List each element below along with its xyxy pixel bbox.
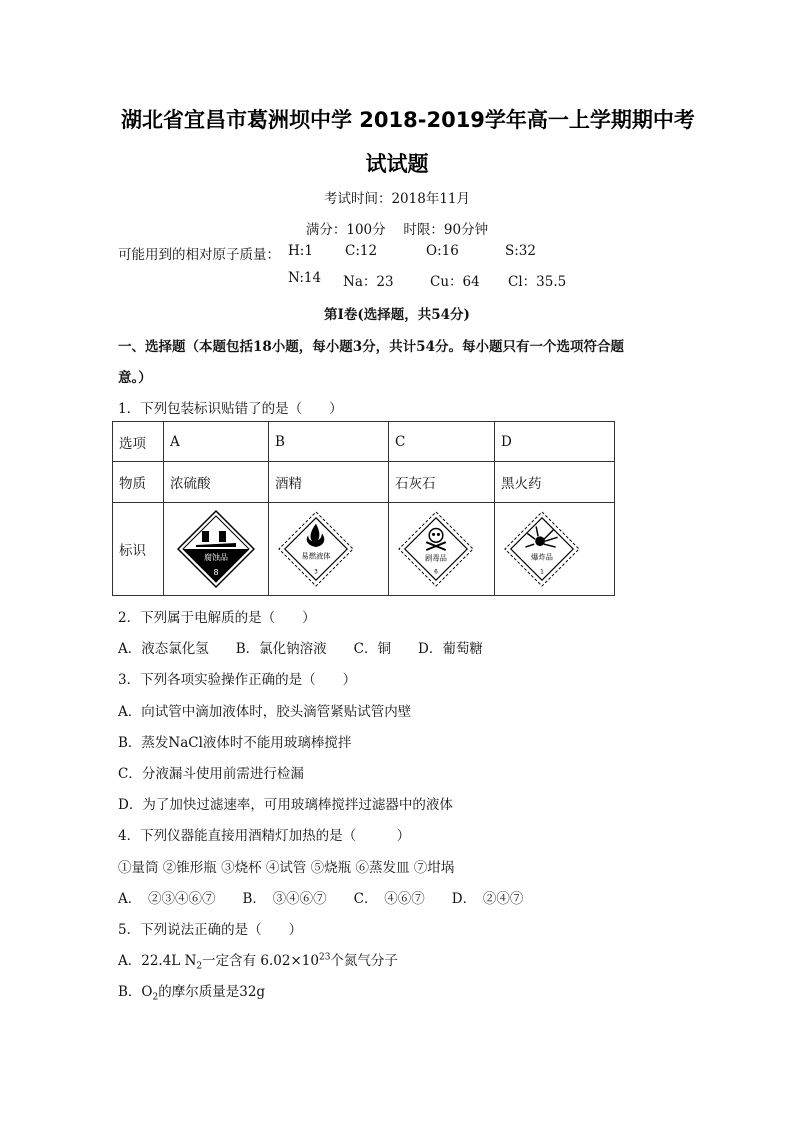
q5-a-mid: 一定含有 6.02×10 [202, 953, 319, 969]
sign-class-toxic: 6 [434, 569, 438, 576]
toxic-sign-icon [397, 510, 475, 588]
question-5-option-b [118, 980, 265, 1003]
q5-b-sub: 2 [152, 992, 159, 1003]
q5-b-suffix: 的摩尔质量是32g [158, 984, 266, 1000]
row-label-option: 选项 [113, 422, 164, 462]
atomic-mass-cu: Cu：64 [430, 274, 480, 290]
q5-a-prefix: A．22.4L N [118, 953, 197, 969]
atomic-mass-label: 可能用到的相对原子质量： [118, 247, 280, 263]
question-5-stem: 5．下列说法正确的是（ ） [118, 922, 303, 938]
question-3-stem: 3．下列各项实验操作正确的是（ ） [118, 672, 357, 688]
atomic-mass-na: Na：23 [343, 274, 394, 290]
sign-class-flammable: 3 [314, 569, 318, 576]
question-3-option-b: B．蒸发NaCl液体时不能用玻璃棒搅拌 [118, 735, 352, 751]
substance-a: 浓硫酸 [164, 462, 269, 503]
question-5-option-a [118, 949, 398, 972]
atomic-mass-h: H:1 [288, 243, 313, 259]
question-2-stem: 2．下列属于电解质的是（ ） [118, 610, 316, 626]
option-c-cell: C [389, 422, 495, 462]
atomic-mass-s: S:32 [505, 243, 536, 259]
page-title-line1: 湖北省宜昌市葛洲坝中学 2018-2019学年高一上学期期中考 [121, 108, 695, 132]
question-3-option-a: A．向试管中滴加液体时，胶头滴管紧贴试管内壁 [118, 704, 412, 720]
score-and-time-limit: 满分：100分 时限：90分钟 [305, 222, 489, 238]
q5-a-suffix: 个氮气分子 [330, 953, 398, 969]
sign-text-explosive: 爆炸品 [531, 552, 553, 562]
sign-class-explosive: 1 [540, 569, 544, 576]
sign-text-toxic: 剧毒品 [425, 553, 447, 563]
atomic-mass-n: N:14 [288, 270, 322, 286]
row-label-sign: 标识 [113, 503, 164, 596]
question-4-items: ①量筒 ②锥形瓶 ③烧杯 ④试管 ⑤烧瓶 ⑥蒸发皿 ⑦坩埚 [118, 860, 455, 876]
sign-text-flammable: 易燃液体 [301, 551, 331, 561]
corrosive-sign-icon [176, 509, 256, 589]
exam-time: 考试时间：2018年11月 [323, 191, 471, 207]
question-4-stem: 4．下列仪器能直接用酒精灯加热的是（ ） [118, 828, 411, 844]
atomic-mass-cl: Cl：35.5 [508, 274, 567, 290]
q5-b-prefix: B．O [118, 984, 153, 1000]
part-title-line1: 一、选择题（本题包括18小题，每小题3分，共计54分。每小题只有一个选项符合题 [118, 339, 624, 355]
option-a-cell: A [164, 422, 269, 462]
flammable-liquid-sign-icon [277, 510, 355, 588]
page-title-line2: 试试题 [365, 152, 429, 176]
question-2-options: A．液态氯化氢 B．氯化钠溶液 C．铜 D．葡萄糖 [118, 641, 483, 657]
substance-d: 黑火药 [495, 462, 615, 503]
question-1-table [112, 421, 615, 596]
option-b-cell: B [269, 422, 389, 462]
part-title-line2: 意。） [118, 370, 152, 386]
atomic-mass-o: O:16 [426, 243, 459, 259]
option-d-cell: D [495, 422, 615, 462]
substance-c: 石灰石 [389, 462, 495, 503]
question-3-option-d: D．为了加快过滤速率，可用玻璃棒搅拌过滤器中的液体 [118, 797, 453, 813]
question-4-options: A． ②③④⑥⑦ B． ③④⑥⑦ C． ④⑥⑦ D． ②④⑦ [118, 891, 524, 907]
atomic-mass-c: C:12 [345, 243, 378, 259]
sign-text-corrosive: 腐蚀品 [204, 553, 228, 562]
q5-a-sub: 2 [196, 961, 203, 972]
volume-title: 第Ⅰ卷(选择题，共54分) [324, 307, 470, 323]
row-label-substance: 物质 [113, 462, 164, 503]
question-1-stem: 1．下列包装标识贴错了的是（ ） [118, 401, 343, 417]
substance-b: 酒精 [269, 462, 389, 503]
sign-class-corrosive: 8 [213, 568, 219, 577]
q5-a-sup: 23 [318, 952, 331, 963]
explosive-sign-icon [503, 510, 581, 588]
question-3-option-c: C．分液漏斗使用前需进行检漏 [118, 766, 304, 782]
